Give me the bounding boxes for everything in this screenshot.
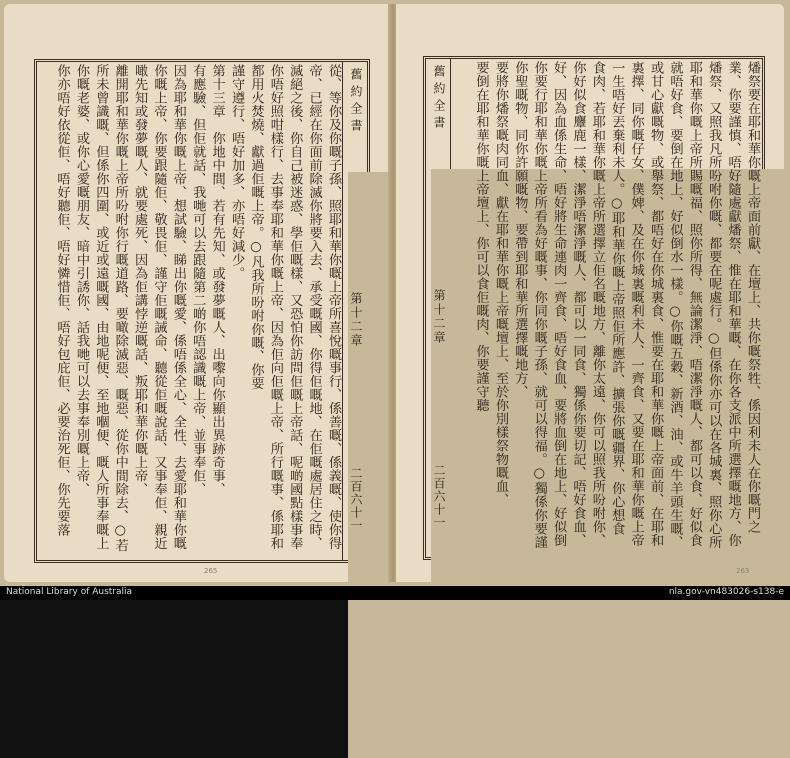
footer-identifier: nla.gov-vn483026-s138-e: [668, 587, 784, 597]
text-column: 要將你燔祭嘅肉同血、獻在耶和華你嘅上帝嘅壇上、至於你別樣祭物嘅血、: [492, 61, 508, 507]
text-column: 你聖嘅物、同你許願嘅物、要帶到耶和華所選擇嘅地方、: [512, 61, 528, 399]
text-column: 好、因為血係生命、唔好將生命連肉一齊食、唔好食血、要將血倒在地上、好似倒: [551, 61, 567, 547]
text-column: 所未曾識嘅、但係你四圍、或近或遠嘅國、由地呢便、至地嗰便、嘅人所事奉嘅上: [93, 64, 109, 550]
text-column: 謹守遵行、唔好加多、亦唔好減少。: [229, 64, 245, 280]
left-margin-column: [342, 62, 367, 560]
footer-institution: National Library of Australia: [6, 587, 133, 597]
text-column: 都用火焚燒、獻過佢嘅上帝。○凡我所吩咐你嘅、你要: [248, 64, 264, 390]
text-column: 你要行耶和華你嘅上帝所看為好嘅事、你同你嘅子孫、就可以得福。○獨係你要謹: [531, 61, 547, 549]
text-column: 就唔好食、要倒在地上、好似倒水一樣。○你嘅五穀、新酒、油、或牛羊頭生嘅、: [667, 61, 683, 549]
text-column: 第十三章 你地中間、若有先知、或發夢嘅人、出嚟向你顯出異跡奇事、: [209, 64, 225, 496]
text-column: 燔祭要在耶和華你嘅上帝面前獻、在壇上、共你嘅祭牲、係因利未人在你嘅門之: [745, 61, 760, 534]
text-column: 燔祭、又照我凡所吩咐你嘅、都要在呢處行。○但係你亦可以在各城裏、照你心所: [706, 61, 722, 549]
left-margin-chapter: 第十二章: [349, 292, 363, 348]
left-margin-title: 舊約全書: [349, 68, 363, 136]
text-column: 你亦唔好依從佢、唔好聽佢、唔好憐惜佢、唔好包庇佢、必要治死佢、你先要落: [54, 64, 70, 537]
text-column: 你嘅上帝、你要跟隨佢、敬畏佢、謹守佢嘅誡命、聽從佢嘅說話、又事奉佢、親近: [151, 64, 167, 550]
right-pencil-number: 263: [736, 567, 750, 575]
text-column: 耶和華你嘅上帝所賜嘅福、照你所得、無論潔淨、唔潔淨嘅人、都可以食、好似食: [686, 61, 702, 547]
text-column: 食肉、若耶和華你嘅上帝所選擇立佢名嘅地方、離你太遠、你可以照我所吩咐你、: [589, 61, 605, 547]
right-page-number: 二百六十一: [432, 464, 446, 529]
text-column: 一生唔好丟棄利未人。○耶和華你嘅上帝照佢所應許、擴張你嘅疆界、你心想食: [609, 61, 625, 536]
text-column: 或甘心獻嘅物、或舉祭、都唔好在你城裏食、惟要在耶和華你嘅上帝面前、在耶和: [648, 61, 664, 547]
left-pencil-number: 265: [204, 567, 218, 575]
text-column: 因為耶和華你嘅上帝、想試驗、睇出你嘅愛、係唔係全心、全性、去愛耶和華你嘅: [170, 64, 186, 550]
text-column: 你好似食麞鹿一樣、潔淨唔潔淨嘅人、都可以一同食、獨係你要切記、唔好食血、: [570, 61, 586, 547]
text-column: 業、你要謹慎、唔好隨處獻燔祭、惟在耶和華嘅、在你各支派中所選擇嘅地方、你: [725, 61, 741, 547]
text-column: 離開耶和華你嘅上帝所吩咐你行嘅道路、要噉除滅惡、嘅惡、從你中間除去、○若: [112, 64, 128, 552]
right-margin-chapter: 第十二章: [432, 289, 446, 345]
text-column: 帝、已經在你面前除滅你將要入去、承受嘅國、你得佢嘅地、在佢嘅處居住之時、: [306, 64, 322, 550]
left-text-columns: [37, 62, 343, 560]
text-column: 噉先知或發夢嘅人、就要處死、因為佢講悖逆嘅話、叛耶和華你嘅上帝、: [132, 64, 148, 496]
text-column: 裏擇、同你嘅仔女、僕婢、及在你城裏嘅利未人、一齊食、又要在耶和華你嘅上帝: [628, 61, 644, 547]
viewer-footer: [0, 586, 790, 600]
right-text-frame: [423, 56, 765, 560]
text-column: 要倒在耶和華你嘅上帝壇上、你可以食佢嘅肉、你要謹守聽: [473, 61, 489, 412]
text-column: 你唔好照咁樣行、去事奉耶和華你嘅上帝、因為佢向佢嘅上帝、所行嘅事、係耶和: [267, 64, 283, 550]
right-margin-column: [426, 59, 451, 557]
left-page-number: 二百六十一: [349, 467, 363, 532]
text-column: 有應驗、但佢就話、我哋可以去跟隨第二啲你唔認識嘅上帝、並事奉佢、: [190, 64, 206, 496]
right-page: [396, 4, 784, 582]
left-text-frame: [34, 59, 370, 563]
text-column: 你嘅老婆、或你心愛嘅朋友、暗中引誘你、話我哋可以去事奉別嘅上帝、: [73, 64, 89, 496]
text-column: 從、等你及你嘅子孫、照耶和華你嘅上帝所喜悅嘅事行、係善嘅、係義嘅、使你得: [326, 64, 341, 550]
right-margin-title: 舊約全書: [432, 65, 446, 133]
left-page: [4, 4, 390, 582]
text-column: 滅絕之後、你自己被迷惑、學佢嘅樣、又恐怕你訪問佢嘅上帝話、呢啲國點樣事奉: [287, 64, 303, 550]
right-text-columns: [458, 59, 762, 557]
